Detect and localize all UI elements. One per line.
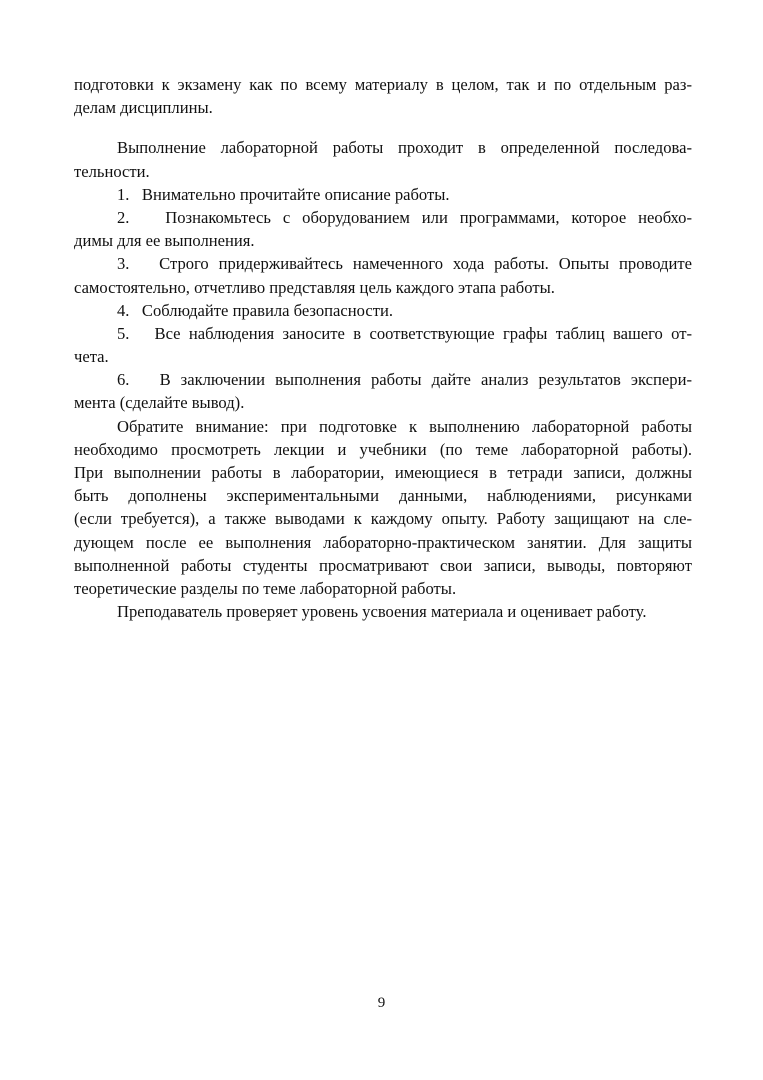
page-number: 9 [377, 995, 386, 1011]
text-line: димы для ее выполнения. [74, 231, 255, 251]
list-item-2: 2. Познакомьтесь с оборудованием или программами, которое необхо- [117, 207, 692, 227]
text-line: тельности. [74, 161, 150, 181]
list-item-3: 3. Строго придерживайтесь намеченного хода работы. Опыты проводите [117, 254, 692, 274]
text-line: быть дополнены экспериментальными данными, наблюдениями, рисунками [74, 486, 692, 506]
text-line: При выполнении работы в лаборатории, имеющиеся в тетради записи, должны [74, 463, 692, 482]
text-line: Преподаватель проверяет уровень усвоения материала и оценивает работу. [117, 602, 647, 622]
list-item-6: 6. В заключении выполнения работы дайте анализ результатов экспери- [117, 370, 692, 390]
text-line: Обратите внимание: при подготовке к выполнению лабораторной работы [117, 416, 692, 436]
list-item-1: 1. Внимательно прочитайте описание работы. [117, 184, 450, 204]
text-line: выполненной работы студенты просматривают свои записи, выводы, повторяют [74, 555, 692, 575]
list-item-4: 4. Соблюдайте правила безопасности. [117, 300, 394, 320]
text-line: Выполнение лабораторной работы проходит в определенной последова- [117, 138, 692, 158]
text-line: (если требуется), а также выводами к каждому опыту. Работу защищают на сле- [74, 509, 692, 529]
text-line: дующем после ее выполнения лабораторно-практическом занятии. Для защиты [74, 532, 692, 552]
text-line: самостоятельно, отчетливо представляя цель каждого этапа работы. [74, 277, 555, 297]
paragraph-gap [74, 119, 692, 136]
list-item-5: 5. Все наблюдения заносите в соответствующие графы таблиц вашего от- [117, 323, 692, 343]
text-line: подготовки к экзамену как по всему материалу в целом, так и по отдельным раз- [74, 75, 692, 94]
text-line: чета. [74, 347, 109, 367]
text-line: теоретические разделы по теме лабораторной работы. [74, 578, 457, 598]
text-line: делам дисциплины. [74, 98, 213, 118]
text-line: необходимо просмотреть лекции и учебники (по теме лабораторной работы). [74, 439, 692, 459]
document-body [74, 73, 692, 623]
text-line: мента (сделайте вывод). [74, 393, 245, 413]
